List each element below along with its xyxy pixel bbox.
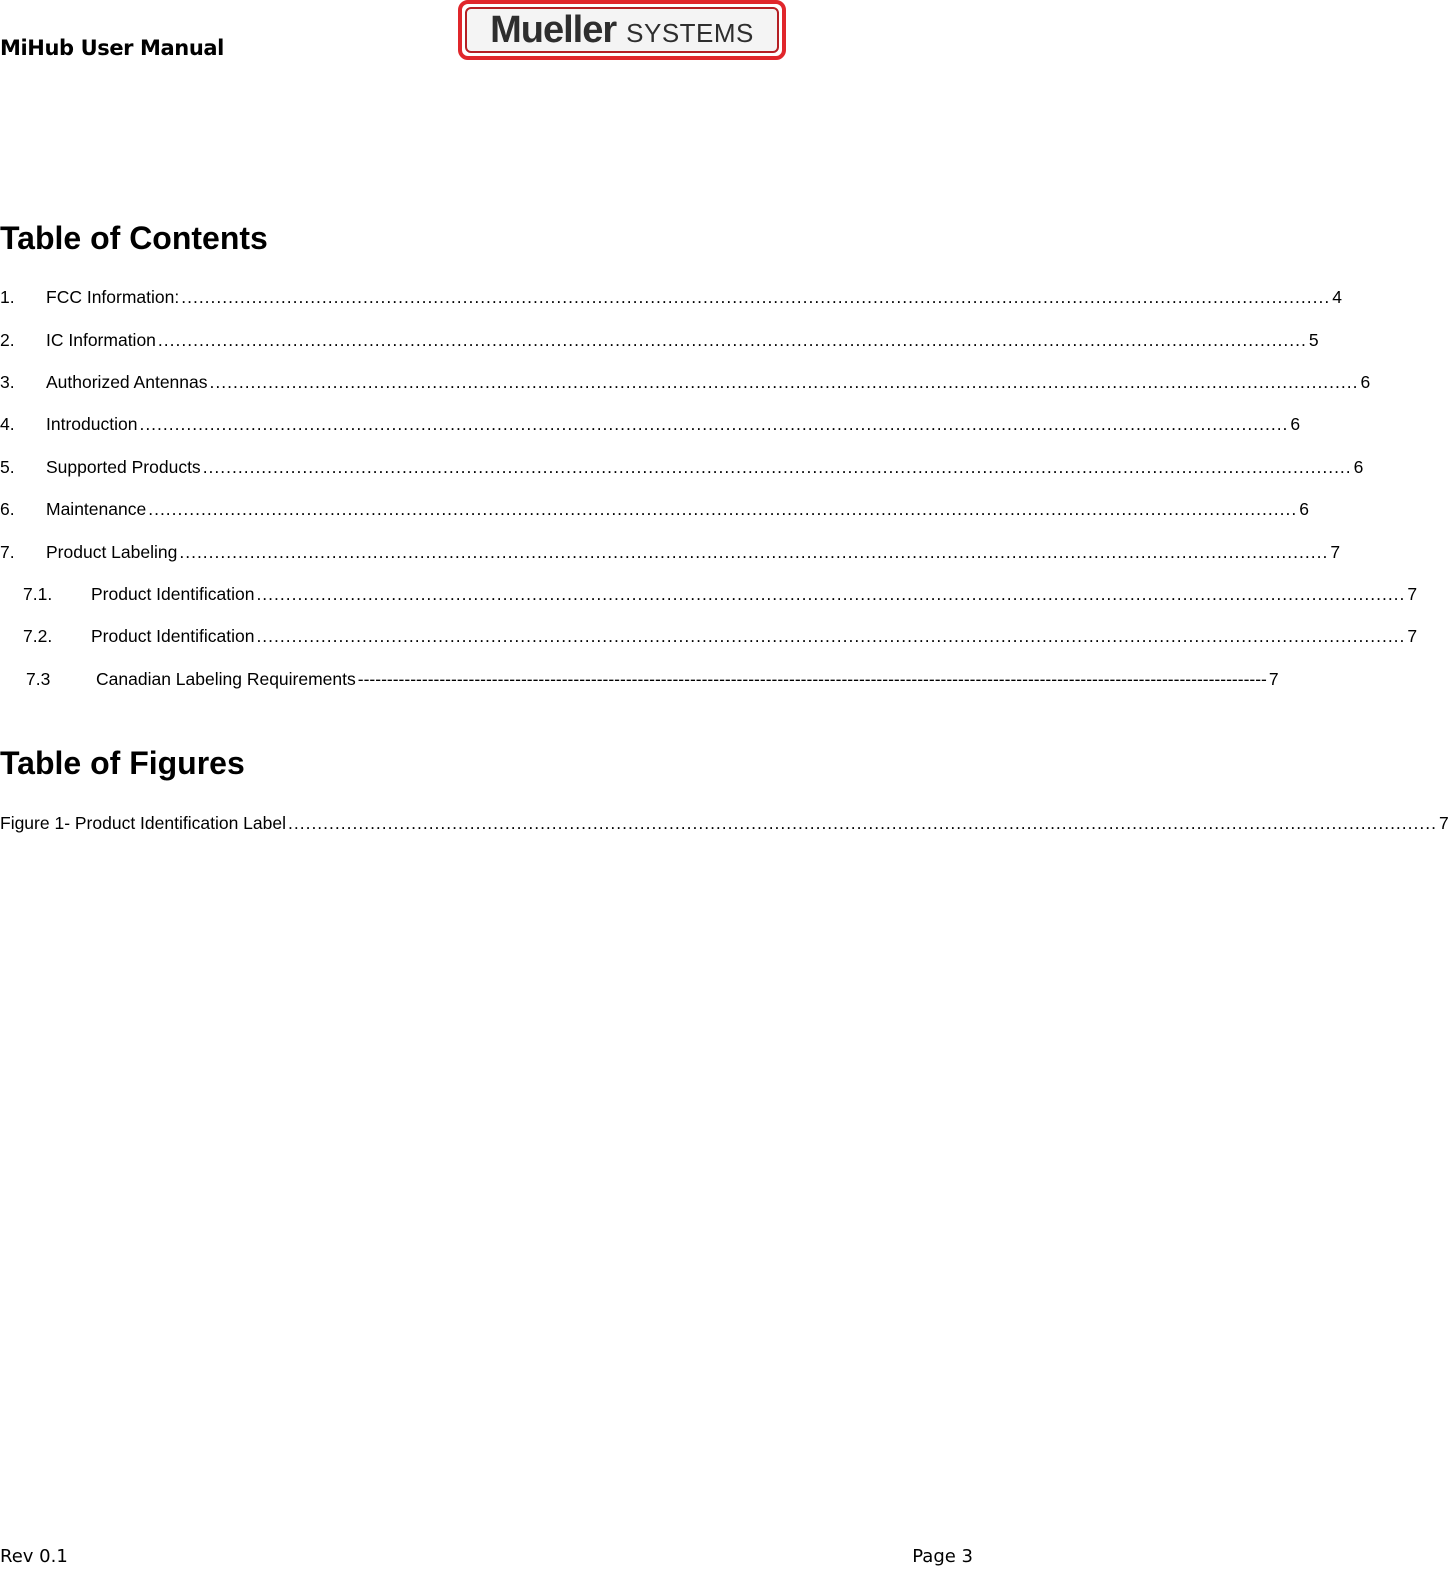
toc-entry[interactable] bbox=[0, 412, 1301, 436]
toc-entry-number: 6. bbox=[0, 499, 15, 519]
toc-entry-number: 7.2. bbox=[23, 626, 53, 646]
toc-entry-page: 7 bbox=[1407, 584, 1418, 604]
toc-entry-title: Product Identification bbox=[91, 626, 255, 646]
toc-entry-number: 5. bbox=[0, 457, 15, 477]
logo-wordmark: Mueller bbox=[490, 9, 617, 51]
footer-page-number: Page 3 bbox=[912, 1546, 973, 1567]
toc-leader-dots: .................................................................................................................................................................................................... bbox=[288, 813, 1437, 833]
logo-plate bbox=[465, 7, 779, 53]
figure-entry-title: Figure 1- Product Identification Label bbox=[0, 813, 286, 833]
toc-entry-page: 7 bbox=[1268, 669, 1279, 689]
toc-leader-dots: .................................................................................................................................................................................................... bbox=[256, 626, 1406, 646]
toc-entry-title: Maintenance bbox=[46, 499, 147, 519]
toc-entry-page: 7 bbox=[1330, 542, 1341, 562]
toc-entry-title: Product Labeling bbox=[46, 542, 178, 562]
toc-entry-page: 6 bbox=[1353, 457, 1364, 477]
toc-entry-title: Introduction bbox=[46, 414, 138, 434]
toc-leader-dots: .................................................................................................................................................................................................... bbox=[157, 330, 1307, 350]
logo-subtext: SYSTEMS bbox=[626, 18, 754, 48]
toc-entry[interactable] bbox=[0, 455, 1364, 479]
toc-entry[interactable] bbox=[0, 370, 1371, 394]
toc-entry-title: Authorized Antennas bbox=[46, 372, 208, 392]
toc-entry-title: FCC Information: bbox=[46, 287, 180, 307]
toc-entry-number: 7.3 bbox=[26, 669, 51, 689]
toc-entry[interactable] bbox=[0, 328, 1319, 352]
toc-heading: Table of Contents bbox=[0, 220, 268, 256]
toc-entry-page: 6 bbox=[1360, 372, 1371, 392]
toc-entry-number: 1. bbox=[0, 287, 15, 307]
toc-leader-dashes: ------------------------------------------------------------------------------------------------------------------------------------------------------------ bbox=[357, 669, 1267, 689]
toc-entry-title: Product Identification bbox=[91, 584, 255, 604]
figure-entry[interactable] bbox=[0, 811, 1449, 835]
toc-entry-page: 4 bbox=[1332, 287, 1342, 307]
toc-leader-dots: .................................................................................................................................................................................................... bbox=[256, 584, 1406, 604]
toc-leader-dots: .................................................................................................................................................................................................... bbox=[139, 414, 1289, 434]
toc-entry-number: 4. bbox=[0, 414, 15, 434]
toc-entry[interactable] bbox=[0, 582, 1418, 606]
toc-entry[interactable] bbox=[0, 667, 1279, 691]
mueller-systems-logo bbox=[458, 0, 786, 60]
toc-leader-dots: .................................................................................................................................................................................................... bbox=[179, 542, 1329, 562]
toc-entry-page: 7 bbox=[1407, 626, 1418, 646]
figure-entry-page: 7 bbox=[1438, 813, 1449, 833]
toc-entry-number: 7.1. bbox=[23, 584, 53, 604]
toc-entry-page: 5 bbox=[1308, 330, 1319, 350]
toc-entry[interactable] bbox=[0, 497, 1309, 521]
toc-leader-dots: .................................................................................................................................................................................................... bbox=[202, 457, 1352, 477]
toc-entry-number: 2. bbox=[0, 330, 15, 350]
toc-leader-dots: .................................................................................................................................................................................................... bbox=[148, 499, 1298, 519]
toc-entry[interactable] bbox=[0, 540, 1341, 564]
toc-entry[interactable] bbox=[0, 285, 1342, 309]
toc-entry-number: 3. bbox=[0, 372, 15, 392]
toc-leader-dots: .................................................................................................................................................................................................... bbox=[181, 287, 1331, 307]
toc-leader-dots: .................................................................................................................................................................................................... bbox=[209, 372, 1359, 392]
toc-entry-title: Canadian Labeling Requirements bbox=[96, 669, 356, 689]
footer-revision: Rev 0.1 bbox=[0, 1546, 68, 1567]
toc-entry-title: IC Information bbox=[46, 330, 156, 350]
toc-entry-page: 6 bbox=[1299, 499, 1309, 519]
toc-entry[interactable] bbox=[0, 624, 1418, 648]
header-title: MiHub User Manual bbox=[0, 36, 224, 60]
figures-heading: Table of Figures bbox=[0, 745, 245, 781]
toc-entry-page: 6 bbox=[1290, 414, 1301, 434]
toc-entry-title: Supported Products bbox=[46, 457, 201, 477]
toc-entry-number: 7. bbox=[0, 542, 15, 562]
